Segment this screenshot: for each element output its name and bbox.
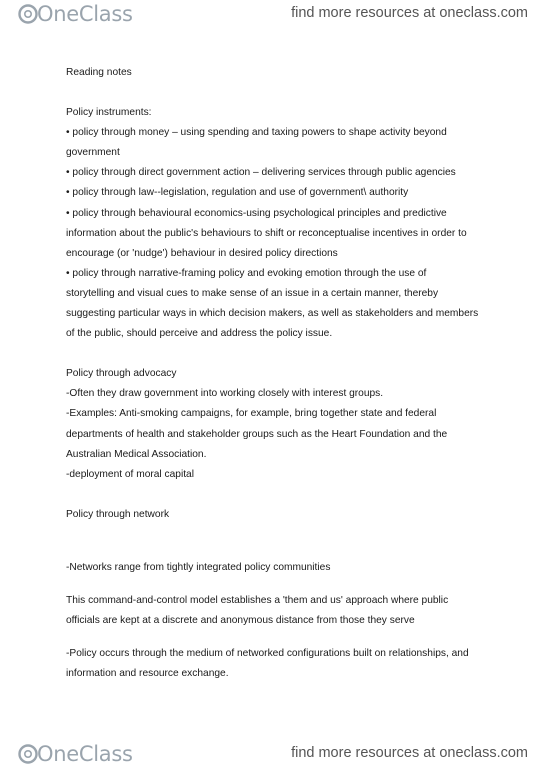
text-line: • policy through behavioural economics-using psychological principles and predictive bbox=[66, 208, 447, 219]
text-line: This command-and-control model establishes a 'them and us' approach where public bbox=[66, 595, 449, 606]
text-line: • policy through law--legislation, regulation and use of government\ authority bbox=[66, 187, 409, 198]
text-line: • policy through direct government action – delivering services through public agencies bbox=[66, 167, 456, 178]
text-line: -deployment of moral capital bbox=[66, 469, 194, 480]
oneclass-logo-icon bbox=[17, 3, 39, 25]
find-resources-link[interactable]: find more resources at oneclass.com bbox=[291, 5, 528, 21]
text-line: • policy through narrative-framing policy and evoking emotion through the use of bbox=[66, 268, 427, 279]
text-line: information and resource exchange. bbox=[66, 668, 229, 679]
text-line: • policy through money – using spending and taxing powers to shape activity beyond bbox=[66, 127, 447, 138]
section-heading: Policy through advocacy bbox=[66, 368, 177, 379]
text-line: departments of health and stakeholder groups such as the Heart Foundation and the bbox=[66, 429, 448, 440]
text-line: government bbox=[66, 147, 120, 158]
logo-text: OneClass bbox=[37, 742, 133, 766]
section-heading: Policy through network bbox=[66, 509, 170, 520]
text-line: of the public, should perceive and address the policy issue. bbox=[66, 328, 333, 339]
logo-text: OneClass bbox=[37, 2, 133, 26]
text-line: encourage (or 'nudge') behaviour in desired policy directions bbox=[66, 248, 338, 259]
text-line: officials are kept at a discrete and anonymous distance from those they serve bbox=[66, 615, 415, 626]
text-line: information about the public's behaviours to shift or reconceptualise incentives in order to bbox=[66, 228, 467, 239]
text-line: -Networks range from tightly integrated policy communities bbox=[66, 562, 331, 573]
text-line: -Policy occurs through the medium of networked configurations built on relationships, and bbox=[66, 648, 469, 659]
text-line: storytelling and visual cues to make sense of an issue in a certain manner, thereby bbox=[66, 288, 439, 299]
text-line: Australian Medical Association. bbox=[66, 449, 207, 460]
doc-heading: Reading notes bbox=[66, 67, 132, 78]
oneclass-logo-icon bbox=[17, 743, 39, 765]
text-line: suggesting particular ways in which decision makers, as well as stakeholders and members bbox=[66, 308, 479, 319]
text-line: -Examples: Anti-smoking campaigns, for example, bring together state and federal bbox=[66, 408, 437, 419]
oneclass-logo[interactable] bbox=[17, 2, 133, 26]
oneclass-logo-footer[interactable] bbox=[17, 742, 133, 766]
section-heading: Policy instruments: bbox=[66, 107, 152, 118]
find-resources-link-footer[interactable]: find more resources at oneclass.com bbox=[291, 745, 528, 761]
text-line: -Often they draw government into working closely with interest groups. bbox=[66, 388, 384, 399]
